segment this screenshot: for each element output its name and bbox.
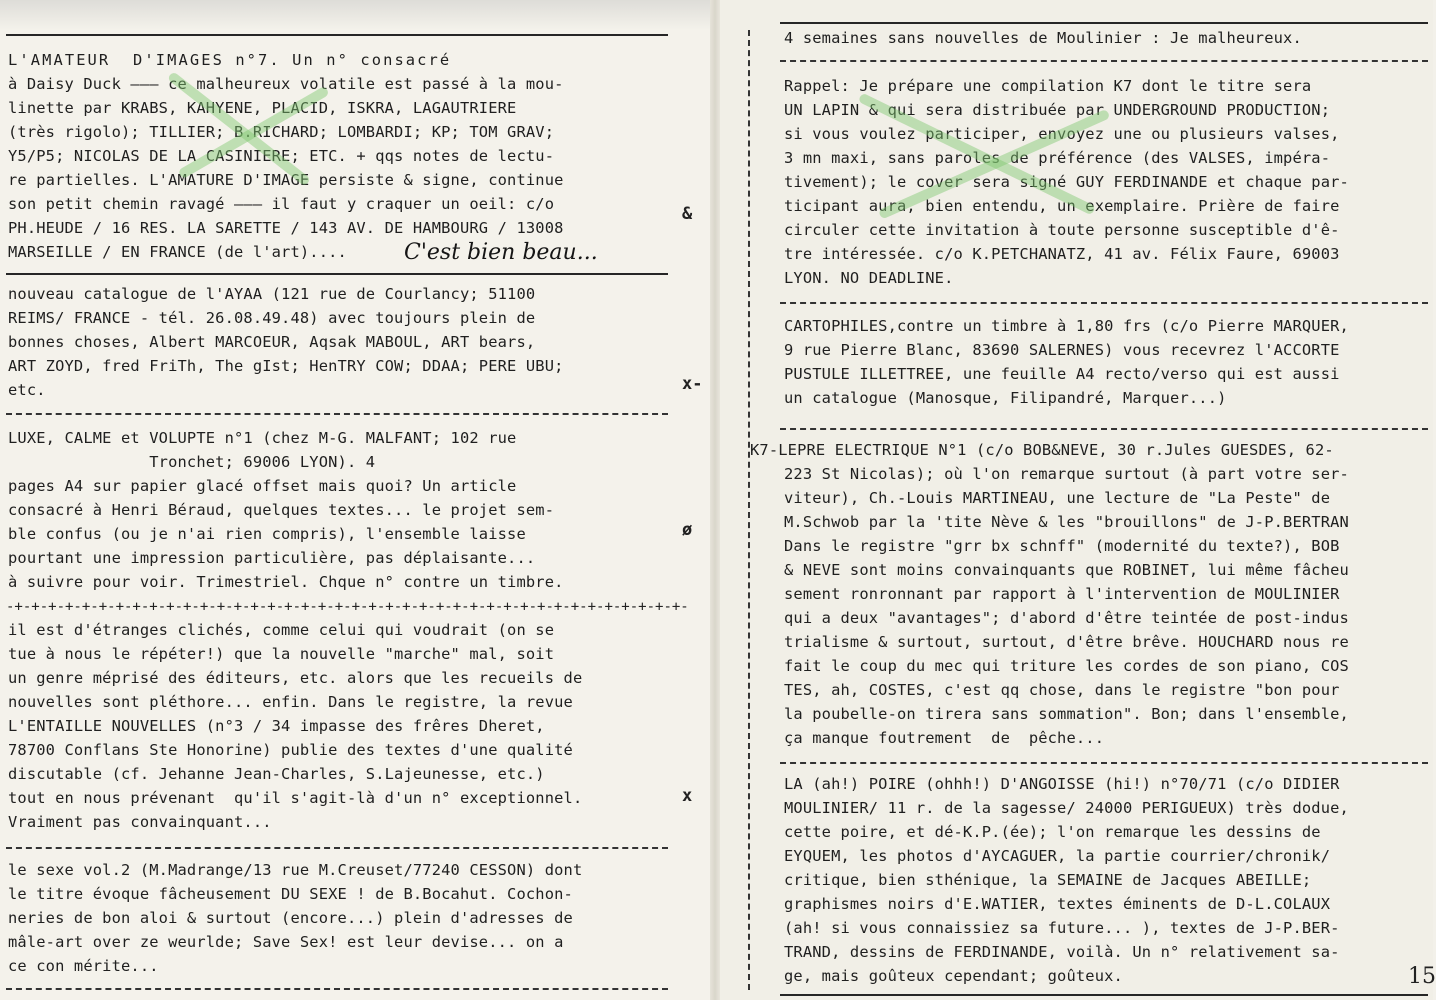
ayaa-line: bonnes choses, Albert MARCOEUR, Aqsak MABOUL, ART bears, — [8, 333, 536, 351]
rappel-line: ticipant aura, bien entendu, un exemplaire. Prière de faire — [784, 197, 1340, 215]
section-rule — [6, 273, 668, 275]
rappel-line: UN LAPIN & qui sera distribuée par UNDERGROUND PRODUCTION; — [784, 101, 1331, 119]
moulinier-note: 4 semaines sans nouvelles de Moulinier : Je malheureux. — [784, 29, 1302, 47]
amateur-line: (très rigolo); TILLIER; B.RICHARD; LOMBARDI; KP; TOM GRAV; — [8, 123, 555, 141]
handwritten-comment: C'est bien beau... — [404, 240, 598, 265]
poire-line: MOULINIER/ 11 r. de la sagesse/ 24000 PERIGUEUX) très dodue, — [784, 799, 1349, 817]
cartophiles-line: 9 rue Pierre Blanc, 83690 SALERNES) vous recevrez l'ACCORTE — [784, 341, 1340, 359]
amateur-line: PH.HEUDE / 16 RES. LA SARETTE / 143 AV. DE HAMBOURG / 13008 — [8, 219, 564, 237]
cliches-line: Vraiment pas convainquant... — [8, 813, 272, 831]
poire-line: graphismes noirs d'E.WATIER, textes éminents de D-L.COLAUX — [784, 895, 1331, 913]
cliches-line: L'ENTAILLE NOUVELLES (n°3 / 34 impasse des frêres Dheret, — [8, 717, 545, 735]
plus-divider: -+-+-+-+-+-+-+-+-+-+-+-+-+-+-+-+-+-+-+-+-+-+-+-+-+-+-+-+-+-+-+-+-+-+-+-+-+-+-+-+- — [6, 599, 689, 615]
rappel-line: LYON. NO DEADLINE. — [784, 269, 954, 287]
rappel-line: circuler cette invitation à toute personne susceptible d'ê- — [784, 221, 1340, 239]
k7-line: viteur), Ch.-Louis MARTINEAU, une lecture de "La Peste" de — [784, 489, 1331, 507]
sexe-line: neries de bon aloi & surtout (encore...) plein d'adresses de — [8, 909, 573, 927]
poire-line: TRAND, dessins de FERDINANDE, voilà. Un n° relativement sa- — [784, 943, 1340, 961]
cartophiles-line: CARTOPHILES,contre un timbre à 1,80 frs (c/o Pierre MARQUER, — [784, 317, 1349, 335]
k7-line: 223 St Nicolas); où l'on remarque surtout (à part votre ser- — [784, 465, 1349, 483]
poire-line: (ah! si vous connaissiez sa future... ), textes de J-P.BER- — [784, 919, 1340, 937]
page-gutter — [710, 0, 720, 1000]
k7-line: sement ronronnant par rapport à l'intervention de MOULINIER — [784, 585, 1340, 603]
k7-line: ça manque foutrement de pêche... — [784, 729, 1105, 747]
luxe-line: consacré à Henri Béraud, quelques textes... le projet sem- — [8, 501, 555, 519]
luxe-line: pages A4 sur papier glacé offset mais quoi? Un article — [8, 477, 517, 495]
page-number: 15 — [1408, 964, 1436, 989]
k7-line: K7-LEPRE ELECTRIQUE N°1 (c/o BOB&NEVE, 30 r.Jules GUESDES, 62- — [750, 441, 1334, 459]
amateur-line: Y5/P5; NICOLAS DE LA CASINIERE; ETC. + qqs notes de lectu- — [8, 147, 555, 165]
sexe-line: le sexe vol.2 (M.Madrange/13 rue M.Creuset/77240 CESSON) dont — [8, 861, 583, 879]
k7-line: trialisme & surtout, surtout, d'être brêve. HOUCHARD nous re — [784, 633, 1349, 651]
cartophiles-line: PUSTULE ILLETTREE, une feuille A4 recto/verso qui est aussi — [784, 365, 1340, 383]
column-divider — [748, 30, 750, 990]
rappel-line: tivement); le cover sera signé GUY FERDINANDE et chaque par- — [784, 173, 1349, 191]
luxe-line: à suivre pour voir. Trimestriel. Chque n° contre un timbre. — [8, 573, 564, 591]
top-rule — [780, 22, 1428, 24]
ayaa-line: REIMS/ FRANCE - tél. 26.08.49.48) avec toujours plein de — [8, 309, 536, 327]
luxe-line: LUXE, CALME et VOLUPTE n°1 (chez M-G. MALFANT; 102 rue — [8, 429, 517, 447]
cliches-line: 78700 Conflans Ste Honorine) publie des textes d'une qualité — [8, 741, 573, 759]
sexe-line: le titre évoque fâcheusement DU SEXE ! de B.Bocahut. Cochon- — [8, 885, 573, 903]
sexe-line: ce con mérite... — [8, 957, 159, 975]
dashed-rule — [780, 60, 1428, 62]
top-rule — [6, 34, 668, 36]
ayaa-line: nouveau catalogue de l'AYAA (121 rue de Courlancy; 51100 — [8, 285, 536, 303]
k7-line: M.Schwob par la 'tite Nève & les "brouillons" de J-P.BERTRAN — [784, 513, 1349, 531]
ayaa-line: ART ZOYD, fred FriTh, The gIst; HenTRY COW; DDAA; PERE UBU; — [8, 357, 564, 375]
dashed-rule — [6, 988, 668, 990]
k7-line: fait le coup du mec qui triture les cordes de son piano, COS — [784, 657, 1349, 675]
dashed-rule — [780, 302, 1428, 304]
amateur-line: à Daisy Duck ——— ce malheureux volatile est passé à la mou- — [8, 75, 564, 93]
dashed-rule — [6, 413, 668, 415]
k7-line: & NEVE sont moins convainquants que ROBINET, lui même fâcheu — [784, 561, 1349, 579]
cliches-line: discutable (cf. Jehanne Jean-Charles, S.Lajeunesse, etc.) — [8, 765, 545, 783]
k7-line: TES, ah, COSTES, c'est qq chose, dans le registre "bon pour — [784, 681, 1340, 699]
poire-line: cette poire, et dé-K.P.(ée); l'on remarque les dessins de — [784, 823, 1321, 841]
poire-line: LA (ah!) POIRE (ohhh!) D'ANGOISSE (hi!) n°70/71 (c/o DIDIER — [784, 775, 1340, 793]
amateur-line: L'AMATEUR D'IMAGES n°7. Un n° consacré — [8, 51, 452, 69]
cliches-line: nouvelles sont pléthore... enfin. Dans le registre, la revue — [8, 693, 573, 711]
margin-mark: x- — [682, 374, 703, 394]
rappel-line: Rappel: Je prépare une compilation K7 dont le titre sera — [784, 77, 1312, 95]
amateur-line: MARSEILLE / EN FRANCE (de l'art).... — [8, 243, 347, 261]
k7-line: Dans le registre "grr bx schnff" (modernité du texte?), BOB — [784, 537, 1340, 555]
rappel-line: si vous voulez participer, envoyez une ou plusieurs valses, — [784, 125, 1340, 143]
cliches-line: tue à nous le répéter!) que la nouvelle "marche" mal, soit — [8, 645, 555, 663]
margin-mark: ø — [682, 520, 693, 540]
rappel-line: 3 mn maxi, sans paroles de préférence (des VALSES, impéra- — [784, 149, 1331, 167]
dashed-rule — [6, 847, 668, 849]
margin-mark: x — [682, 786, 693, 806]
poire-line: ge, mais goûteux cependant; goûteux. — [784, 967, 1123, 985]
cliches-line: tout en nous prévenant qu'il s'agit-là d'un n° exceptionnel. — [8, 789, 583, 807]
poire-line: EYQUEM, les photos d'AYCAGUER, la partie courrier/chronik/ — [784, 847, 1331, 865]
luxe-line: pourtant une impression particulière, pas déplaisante... — [8, 549, 536, 567]
luxe-line: ble confus (ou je n'ai rien compris), l'ensemble laisse — [8, 525, 526, 543]
bleed-through — [0, 0, 712, 30]
ayaa-line: etc. — [8, 381, 46, 399]
cliches-line: il est d'étranges clichés, comme celui qui voudrait (on se — [8, 621, 555, 639]
amateur-line: linette par KRABS, KAHYENE, PLACID, ISKRA, LAGAUTRIERE — [8, 99, 517, 117]
k7-line: qui a deux "avantages"; d'abord d'être teintée de post-indus — [784, 609, 1349, 627]
amateur-line: re partielles. L'AMATURE D'IMAGE persiste & signe, continue — [8, 171, 564, 189]
luxe-line: Tronchet; 69006 LYON). 4 — [8, 453, 376, 471]
rappel-line: tre intéressée. c/o K.PETCHANATZ, 41 av. Félix Faure, 69003 — [784, 245, 1340, 263]
dashed-rule — [780, 428, 1428, 430]
cartophiles-line: un catalogue (Manosque, Filipandré, Marquer...) — [784, 389, 1227, 407]
dashed-rule — [780, 762, 1428, 764]
poire-line: critique, bien sthénique, la SEMAINE de Jacques ABEILLE; — [784, 871, 1312, 889]
margin-mark: & — [682, 204, 693, 224]
k7-line: la poubelle-on tirera sans sommation". Bon; dans l'ensemble, — [784, 705, 1349, 723]
bottom-rule — [780, 994, 1428, 996]
sexe-line: mâle-art over ze weurlde; Save Sex! est leur devise... on a — [8, 933, 564, 951]
amateur-line: son petit chemin ravagé ——— il faut y craquer un oeil: c/o — [8, 195, 555, 213]
cliches-line: un genre méprisé des éditeurs, etc. alors que les recueils de — [8, 669, 583, 687]
